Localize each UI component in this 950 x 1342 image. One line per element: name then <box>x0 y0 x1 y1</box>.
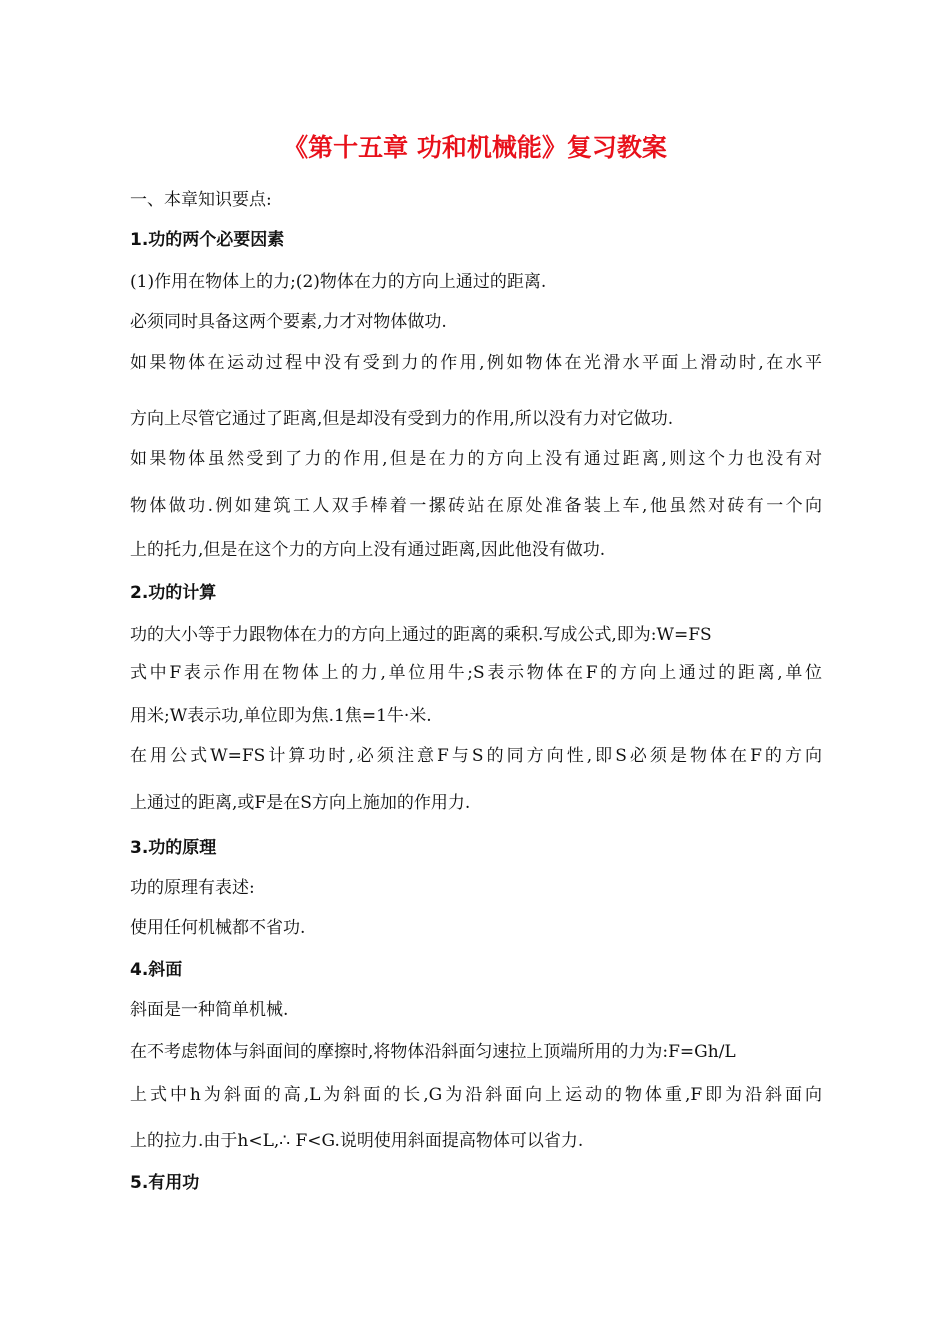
heading-2-work-calculation: 2.功的计算 <box>130 583 217 603</box>
paragraph-line: 上的拉力.由于h<L,∴ F<G.说明使用斜面提高物体可以省力. <box>130 1131 584 1151</box>
heading-3-work-principle: 3.功的原理 <box>130 838 217 858</box>
heading-4-inclined-plane: 4.斜面 <box>130 960 183 980</box>
paragraph-line: 功的大小等于力跟物体在力的方向上通过的距离的乘积.写成公式,即为:W=FS <box>130 625 712 645</box>
paragraph-line: 在不考虑物体与斜面间的摩擦时,将物体沿斜面匀速拉上顶端所用的力为:F=Gh/L <box>130 1042 736 1062</box>
paragraph-line: 上通过的距离,或F是在S方向上施加的作用力. <box>130 793 471 813</box>
paragraph-line: 斜面是一种简单机械. <box>130 1000 289 1020</box>
paragraph-line: 如果物体在运动过程中没有受到力的作用,例如物体在光滑水平面上滑动时,在水平 <box>130 353 822 373</box>
paragraph-line: 在用公式W=FS计算功时,必须注意F与S的同方向性,即S必须是物体在F的方向 <box>130 746 822 766</box>
paragraph-line: 式中F表示作用在物体上的力,单位用牛;S表示物体在F的方向上通过的距离,单位 <box>130 663 822 683</box>
heading-1-two-factors: 1.功的两个必要因素 <box>130 230 285 250</box>
document-title: 《第十五章 功和机械能》复习教案 <box>283 133 667 162</box>
section-heading-knowledge-points: 一、本章知识要点: <box>130 190 272 210</box>
paragraph-line: 上式中h为斜面的高,L为斜面的长,G为沿斜面向上运动的物体重,F即为沿斜面向 <box>130 1085 822 1105</box>
paragraph-line: 功的原理有表述: <box>130 878 255 898</box>
paragraph-line: 上的托力,但是在这个力的方向上没有通过距离,因此他没有做功. <box>130 540 606 560</box>
paragraph-line: 必须同时具备这两个要素,力才对物体做功. <box>130 312 447 332</box>
paragraph-line: (1)作用在物体上的力;(2)物体在力的方向上通过的距离. <box>130 272 547 292</box>
paragraph-line: 如果物体虽然受到了力的作用,但是在力的方向上没有通过距离,则这个力也没有对 <box>130 449 822 469</box>
paragraph-line: 用米;W表示功,单位即为焦.1焦=1牛·米. <box>130 706 432 726</box>
paragraph-line: 物体做功.例如建筑工人双手棒着一摞砖站在原处准备装上车,他虽然对砖有一个向 <box>130 496 822 516</box>
heading-5-useful-work: 5.有用功 <box>130 1173 200 1193</box>
paragraph-line: 方向上尽管它通过了距离,但是却没有受到力的作用,所以没有力对它做功. <box>130 409 674 429</box>
paragraph-line: 使用任何机械都不省功. <box>130 918 306 938</box>
